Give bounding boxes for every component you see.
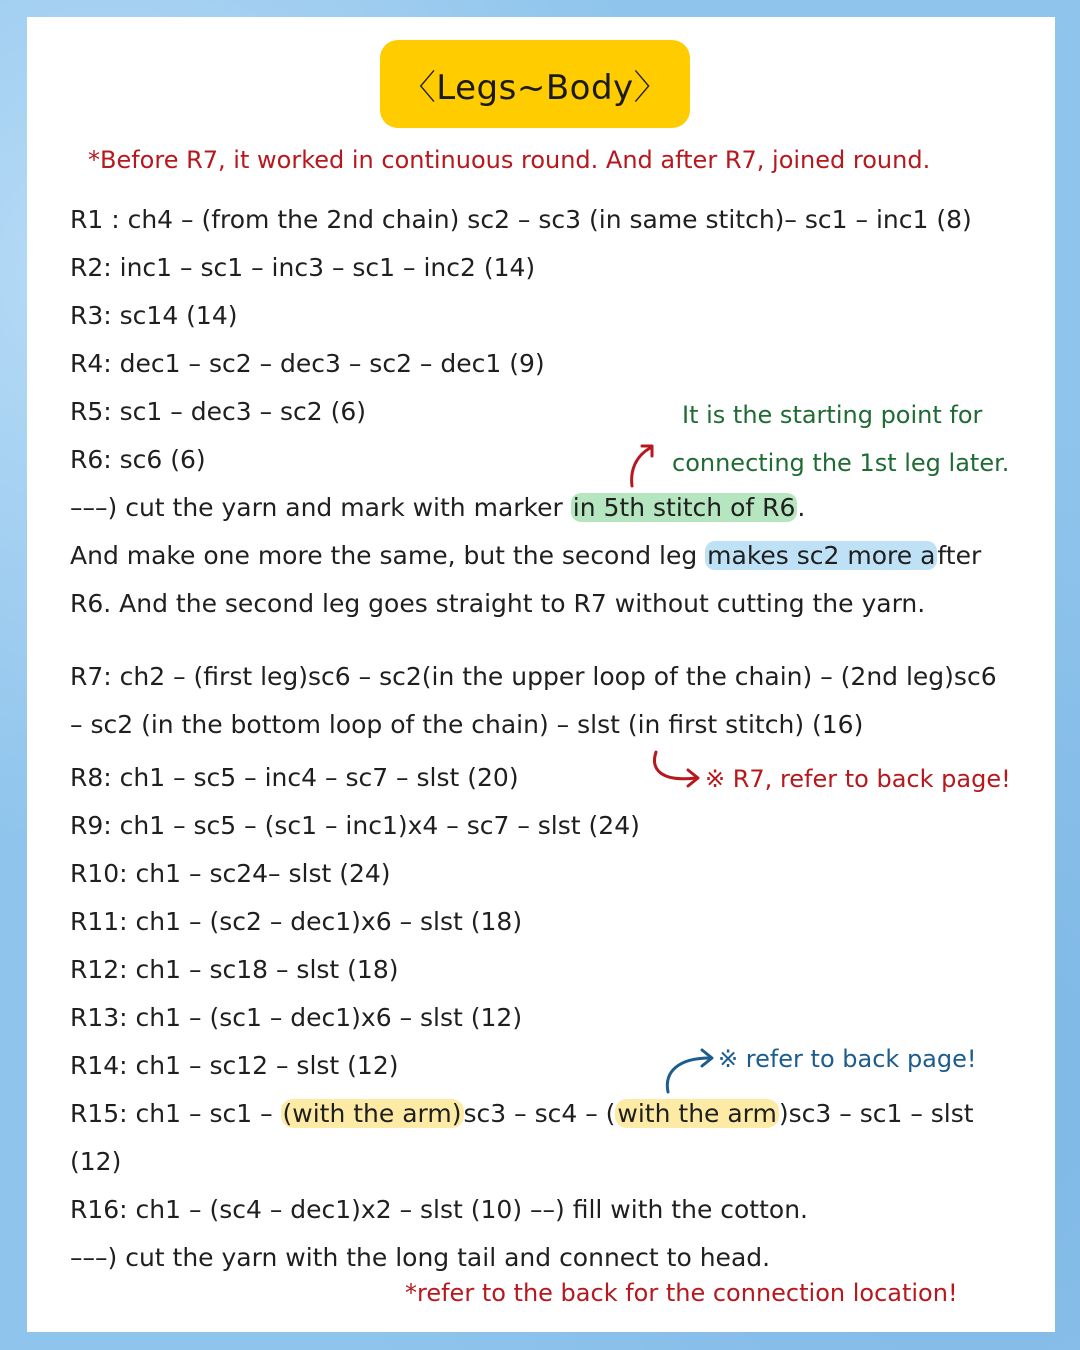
second-leg-text: And make one more the same, but the second leg	[70, 541, 706, 570]
cut-yarn-period: .	[797, 493, 806, 522]
cut-yarn-line	[70, 492, 805, 524]
r7-ref-note: ※ R7, refer to back page!	[705, 765, 1011, 793]
arm-highlight-2: with the arm	[617, 1099, 777, 1128]
row-r15-end: )sc3 – sc1 – slst	[778, 1099, 974, 1128]
row-r2: R2: inc1 – sc1 – inc3 – sc1 – inc2 (14)	[70, 253, 536, 282]
connection-ref-note: *refer to the back for the connection location!	[405, 1279, 958, 1307]
row-r7-a: R7: ch2 – (first leg)sc6 – sc2(in the upper loop of the chain) – (2nd leg)sc6	[70, 662, 997, 691]
row-r7-b: – sc2 (in the bottom loop of the chain) – slst (in first stitch) (16)	[70, 710, 864, 739]
section-title	[380, 40, 690, 128]
row-r4: R4: dec1 – sc2 – dec3 – sc2 – dec1 (9)	[70, 349, 545, 378]
curved-arrow-icon-arm	[660, 1042, 720, 1094]
row-r12: R12: ch1 – sc18 – slst (18)	[70, 955, 399, 984]
second-leg-line-2: R6. And the second leg goes straight to R7 without cutting the yarn.	[70, 589, 926, 618]
row-r11: R11: ch1 – (sc2 – dec1)x6 – slst (18)	[70, 907, 523, 936]
cut-yarn-text: –––) cut the yarn and mark with marker	[70, 493, 571, 522]
cut-yarn-final: –––) cut the yarn with the long tail and connect to head.	[70, 1243, 771, 1272]
row-r6: R6: sc6 (6)	[70, 445, 206, 474]
row-r9: R9: ch1 – sc5 – (sc1 – inc1)x4 – sc7 – slst (24)	[70, 811, 640, 840]
green-note-line2: connecting the 1st leg later.	[672, 449, 1010, 477]
row-r1: R1 : ch4 – (from the 2nd chain) sc2 – sc3 (in same stitch)– sc1 – inc1 (8)	[70, 205, 972, 234]
arm-highlight-1: (with the arm)	[282, 1099, 462, 1128]
row-r15-start: R15: ch1 – sc1 –	[70, 1099, 281, 1128]
second-leg-line	[70, 540, 981, 572]
row-r14: R14: ch1 – sc12 – slst (12)	[70, 1051, 399, 1080]
row-r10: R10: ch1 – sc24– slst (24)	[70, 859, 391, 888]
row-r15	[70, 1098, 974, 1130]
row-r15-mid: sc3 – sc4 – (	[463, 1099, 616, 1128]
row-r13: R13: ch1 – (sc1 – dec1)x6 – slst (12)	[70, 1003, 523, 1032]
marker-highlight: in 5th stitch of R6	[572, 493, 796, 522]
section-title-text: 〈Legs~Body〉	[401, 67, 669, 108]
row-r8: R8: ch1 – sc5 – inc4 – sc7 – slst (20)	[70, 763, 519, 792]
curved-arrow-icon-r7	[648, 748, 706, 794]
row-r16: R16: ch1 – (sc4 – dec1)x2 – slst (10) ––) fill with the cotton.	[70, 1195, 809, 1224]
intro-note: *Before R7, it worked in continuous round. And after R7, joined round.	[88, 146, 931, 174]
row-r3: R3: sc14 (14)	[70, 301, 238, 330]
curved-arrow-icon	[622, 440, 662, 490]
sc2-more-highlight: makes sc2 more a	[707, 541, 936, 570]
green-note-line1: It is the starting point for	[682, 401, 983, 429]
row-r5: R5: sc1 – dec3 – sc2 (6)	[70, 397, 367, 426]
arm-ref-note: ※ refer to back page!	[718, 1045, 977, 1073]
row-r15-count: (12)	[70, 1147, 122, 1176]
second-leg-tail: fter	[937, 541, 982, 570]
